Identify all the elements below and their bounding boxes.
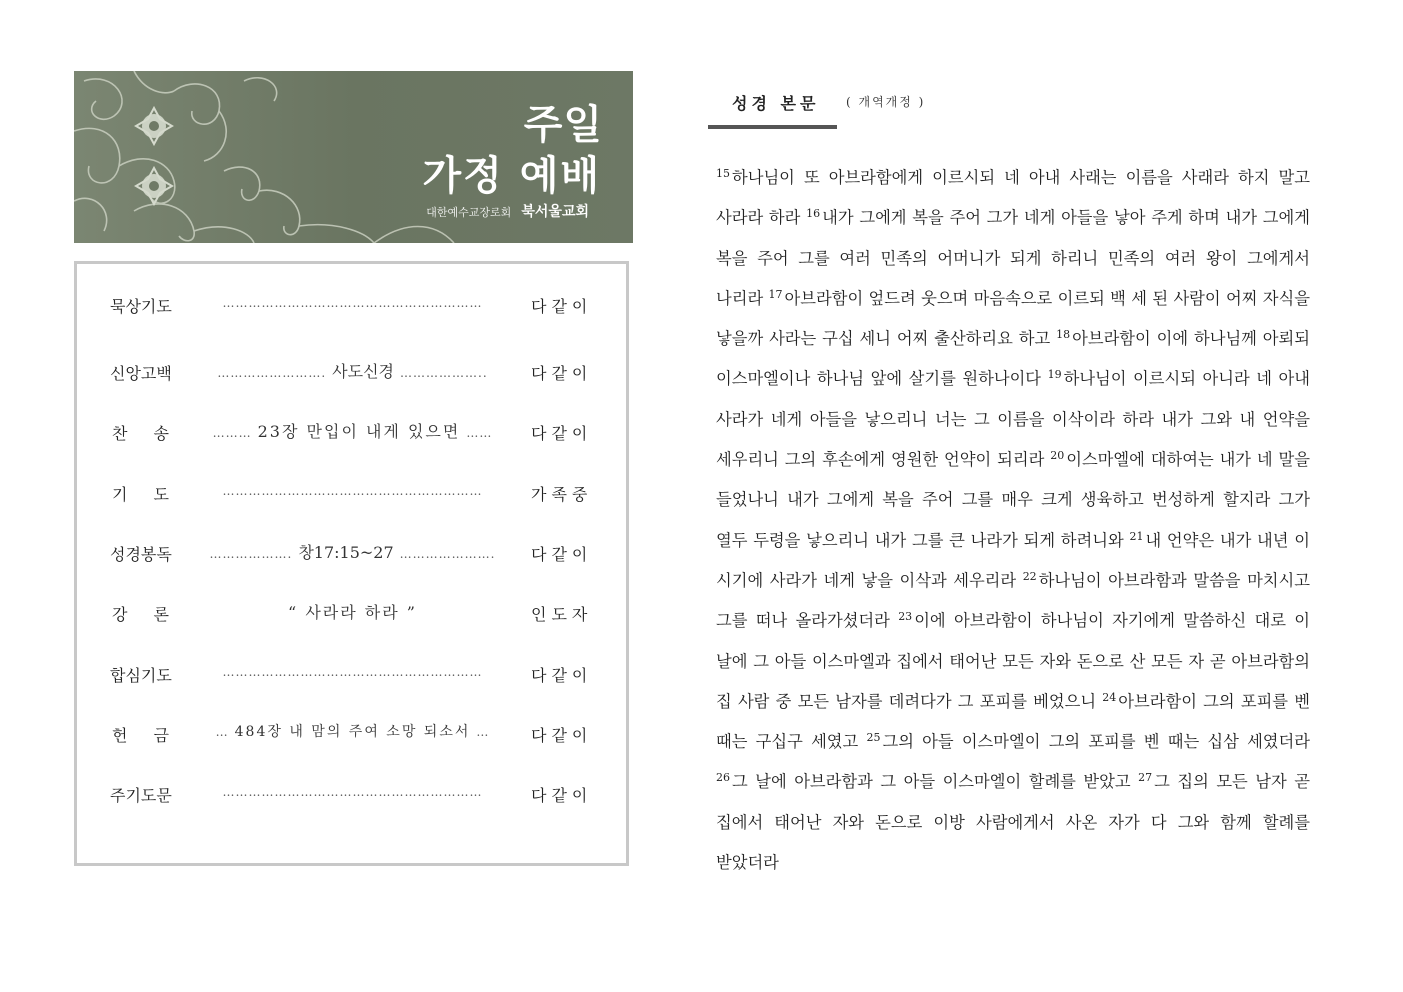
order-row-hymn: 찬송 ……… 23장 만입이 내게 있으면 …… 다같이: [112, 422, 593, 443]
verse: [716, 772, 1138, 791]
header-banner: [74, 71, 633, 243]
verse-number: 21: [1129, 529, 1144, 543]
verse-number: 25: [866, 731, 881, 745]
order-label: 기도: [112, 485, 195, 504]
verse-text: 하나님이 또 아브라함에게 이르시되 네 아내 사래는 이름을 사래라 하지 말고 사라라 하라: [716, 168, 1310, 228]
verse-number: 17: [768, 287, 783, 301]
order-leader: 다같이: [531, 424, 593, 443]
title-line-2: 가정 예배: [422, 153, 601, 199]
order-label: 합심기도: [110, 666, 172, 685]
verse-text: 그 날에 아브라함과 그 아들 이스마엘이 할례를 받았고: [732, 772, 1139, 792]
verse-text: 내가 그에게 복을 주어 그가 네게 아들을 낳아 주게 하며 내가 그에게 복을 주어 그를 여러 민족의 어머니가 되게 하리니 민족의 여러 왕이 그에게서 나리라: [716, 208, 1310, 308]
verse-text: 내 언약은 내가 내년 이 시기에 사라가 네게 낳을 이삭과 세우리라: [716, 530, 1310, 590]
order-content: 창17:15~27: [298, 543, 394, 562]
verse-text: 하나님이 아브라함과 말씀을 마치시고 그를 떠나 올라가셨더라: [716, 570, 1310, 631]
order-leader: 다같이: [531, 666, 593, 685]
verse-text: 이에 아브라함이 하나님이 자기에게 말씀하신 대로 이 날에 그 아들 이스마엘과 집에서 태어난 모든 자와 돈으로 산 모든 자 곧 아브라함의 집 사람 중 모든 남자를 데려다가 그 포피를 베었으니: [716, 611, 1310, 711]
scripture-text: [716, 158, 1310, 883]
verse-text: 그 집의 모든 남자 곧 집에서 태어난 자와 돈으로 이방 사람에게서 사온 자가 다 그와 함께 할례를 받았더라: [716, 772, 1310, 873]
order-leader: 다같이: [531, 297, 593, 316]
order-content: “ 사라라 하라 ”: [288, 603, 417, 622]
verse-number: 24: [1102, 690, 1117, 704]
scripture-heading: [708, 90, 836, 130]
order-leader: 다같이: [531, 545, 593, 564]
order-row-sermon: [77, 598, 626, 628]
order-leader: 다같이: [531, 364, 593, 383]
verse-number: 22: [1022, 569, 1037, 583]
order-row-silent-prayer: 묵상기도 …………………………………………………… 다같이: [110, 296, 593, 316]
verse-number: 27: [1138, 771, 1153, 785]
verse-number: 23: [898, 610, 913, 624]
order-content: 사도신경: [332, 362, 394, 381]
verse: [866, 732, 1310, 751]
order-row-offering: 헌금 … 484장 내 맘의 주여 소망 되소서 … 다같이: [112, 724, 593, 745]
order-label: 찬송: [112, 424, 195, 443]
verse-number: 19: [1047, 368, 1062, 382]
order-leader: 인도자: [531, 605, 593, 624]
order-leader: 다같이: [531, 786, 593, 805]
order-row-prayer: 기도 …………………………………………………… 가족중: [112, 484, 593, 504]
order-label: 주기도문: [110, 786, 172, 805]
heading-underline: [708, 125, 837, 129]
order-label: 신앙고백: [110, 364, 172, 383]
church-name: [426, 201, 589, 221]
order-leader: 가족중: [531, 485, 593, 504]
order-label: 묵상기도: [110, 297, 172, 316]
scripture-title: 성경 본문: [732, 94, 820, 113]
order-row-reading: 성경봉독 ………………. 창17:15~27 …………………. 다같이: [110, 543, 593, 564]
verse-number: 20: [1050, 449, 1065, 463]
order-content: 23장 만입이 내게 있으면: [257, 422, 461, 441]
verse-number: 18: [1056, 328, 1071, 342]
order-of-service: [74, 261, 629, 866]
verse-number: 26: [716, 771, 730, 785]
order-row-creed: 신앙고백 ……………………. 사도신경 ……………….. 다같이: [110, 362, 593, 383]
verse-text: 이스마엘에 대하여는 내가 네 말을 들었나니 내가 그에게 복을 주어 그를 매우 크게 생육하고 번성하게 할지라 그가 열두 두령을 낳으리니 내가 그를 큰 나라가 되게 하려니와: [716, 450, 1310, 550]
order-leader: 다같이: [531, 726, 593, 745]
order-label: 성경봉독: [110, 545, 172, 564]
verse-text: 아브라함이 엎드려 웃으며 마음속으로 이르되 백 세 된 사람이 어찌 자식을 낳을까 사라는 구십 세니 어찌 출산하리요 하고: [716, 288, 1310, 349]
title-line-1: 주일: [523, 102, 603, 148]
bible-version: ( 개역개정 ): [846, 95, 926, 109]
order-content: 484장 내 맘의 주여 소망 되소서: [234, 724, 471, 740]
verse-number: 16: [806, 207, 821, 221]
verse-text: 하나님이 이르시되 아니라 네 아내 사라가 네게 아들을 낳으리니 너는 그 이름을 이삭이라 하라 내가 그와 내 언약을 세우리니 그의 후손에게 영원한 언약이 되리라: [716, 369, 1310, 470]
order-label: 강론: [112, 605, 195, 624]
verse-text: 아브라함이 그의 포피를 벤 때는 구십구 세였고: [716, 691, 1310, 752]
verse-number: 15: [716, 167, 730, 180]
verse-text: 그의 아들 이스마엘이 그의 포피를 벤 때는 십삼 세였더라: [882, 732, 1310, 752]
church: 북서울교회: [521, 204, 589, 220]
denomination: 대한예수교장로회: [426, 206, 512, 219]
order-row-lords-prayer: 주기도문 …………………………………………………… 다같이: [110, 785, 593, 805]
verse-text: 아브라함이 이에 하나님께 아뢰되 이스마엘이나 하나님 앞에 살기를 원하나이다: [716, 329, 1310, 389]
order-row-united-prayer: 합심기도 …………………………………………………… 다같이: [110, 665, 593, 685]
order-label: 헌금: [112, 726, 195, 745]
